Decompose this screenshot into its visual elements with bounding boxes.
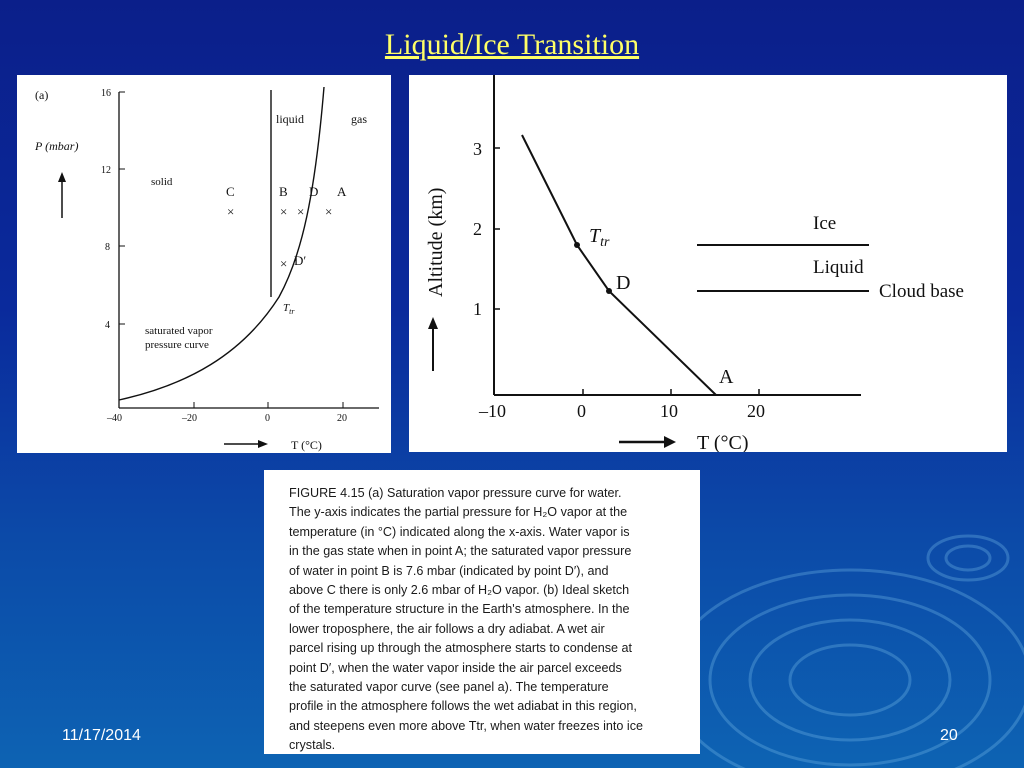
point-D — [606, 288, 612, 294]
y-axis-label: Altitude (km) — [425, 187, 447, 297]
point-A-label: A — [337, 184, 347, 199]
altitude-profile-panel — [409, 75, 1007, 452]
caption-line: temperature (in °C) indicated along the x-axis. Water vapor is — [289, 524, 630, 539]
slide-title: Liquid/Ice Transition — [384, 28, 640, 61]
marker-A: × — [325, 204, 333, 219]
slide-page-number: 20 — [940, 727, 958, 744]
caption-line: crystals. — [289, 738, 336, 753]
caption-line: parcel rising up through the atmosphere starts to condense at — [289, 641, 633, 656]
marker-D: × — [297, 204, 305, 219]
point-D-label: D — [309, 184, 319, 199]
curve-label-line2: pressure curve — [145, 339, 209, 351]
y-tick-2: 2 — [473, 219, 482, 239]
ttr-label: $T_{tr}$ — [589, 225, 610, 250]
caption-line: point D′, when the water vapor inside the air parcel exceeds — [289, 660, 622, 675]
layer-liquid-label: Liquid — [813, 257, 864, 278]
caption-line: The y-axis indicates the partial pressure for H₂O vapor at the — [289, 505, 628, 520]
point-C-label: C — [226, 184, 235, 199]
y-tick-16: 16 — [101, 88, 111, 99]
phase-diagram-panel — [17, 75, 391, 453]
x-tick-20: 20 — [747, 401, 765, 421]
altitude-profile — [409, 75, 1007, 452]
x-tick-0: 0 — [265, 413, 270, 424]
y-tick-3: 3 — [473, 139, 482, 159]
x-tick-neg20: –20 — [182, 413, 197, 424]
y-tick-4: 4 — [105, 320, 110, 331]
ttr-point — [574, 242, 580, 248]
region-solid: solid — [151, 176, 173, 188]
marker-B: × — [280, 204, 288, 219]
ttr-label: $T_{tr}$ — [283, 302, 295, 316]
marker-C: × — [227, 204, 235, 219]
y-tick-12: 12 — [101, 165, 111, 176]
y-axis-label: P (mbar) — [35, 139, 79, 153]
caption-line: the saturated vapor curve (see panel a). The temperature — [289, 680, 609, 695]
region-gas: gas — [351, 112, 367, 126]
x-tick-neg40: –40 — [107, 413, 122, 424]
layer-cloud-base-label: Cloud base — [879, 281, 964, 302]
saturated-vapor-curve — [119, 87, 324, 400]
marker-D-prime: × — [280, 256, 288, 271]
point-A-label: A — [719, 366, 734, 388]
point-D-label: D — [616, 272, 631, 294]
x-tick-10: 10 — [660, 401, 678, 421]
layer-ice-label: Ice — [813, 213, 837, 234]
x-axis-label: T (°C) — [697, 432, 749, 452]
point-D-prime-label: D′ — [294, 253, 307, 268]
panel-label-a: (a) — [35, 88, 49, 102]
temperature-profile-line — [522, 135, 716, 395]
x-tick-0: 0 — [577, 401, 586, 421]
y-tick-8: 8 — [105, 242, 110, 253]
caption-line: profile in the atmosphere follows the wet adiabat in this region, — [289, 699, 637, 714]
phase-diagram — [17, 75, 391, 453]
caption-line: lower troposphere, the air follows a dry adiabat. A wet air — [289, 621, 605, 636]
caption-line: above C there is only 2.6 mbar of H₂O vapor. (b) Ideal sketch — [289, 583, 630, 598]
curve-label-line1: saturated vapor — [145, 325, 213, 337]
slide-date: 11/17/2014 — [62, 727, 141, 744]
x-axis-label: T (°C) — [291, 438, 322, 452]
region-liquid: liquid — [276, 112, 305, 126]
caption-line: of water in point B is 7.6 mbar (indicated by point D′), and — [289, 563, 609, 578]
caption-line: FIGURE 4.15 (a) Saturation vapor pressure curve for water. — [289, 486, 622, 500]
point-B-label: B — [279, 184, 288, 199]
x-tick-20: 20 — [337, 413, 347, 424]
x-tick-neg10: –10 — [479, 401, 506, 421]
caption-line: and steepens even more above Ttr, when water freezes into ice — [289, 718, 643, 733]
caption-line: of the temperature structure in the Earth's atmosphere. In the — [289, 602, 630, 617]
figure-caption — [264, 470, 700, 754]
y-tick-1: 1 — [473, 299, 482, 319]
caption-line: in the gas state when in point A; the saturated vapor pressure — [289, 544, 632, 559]
